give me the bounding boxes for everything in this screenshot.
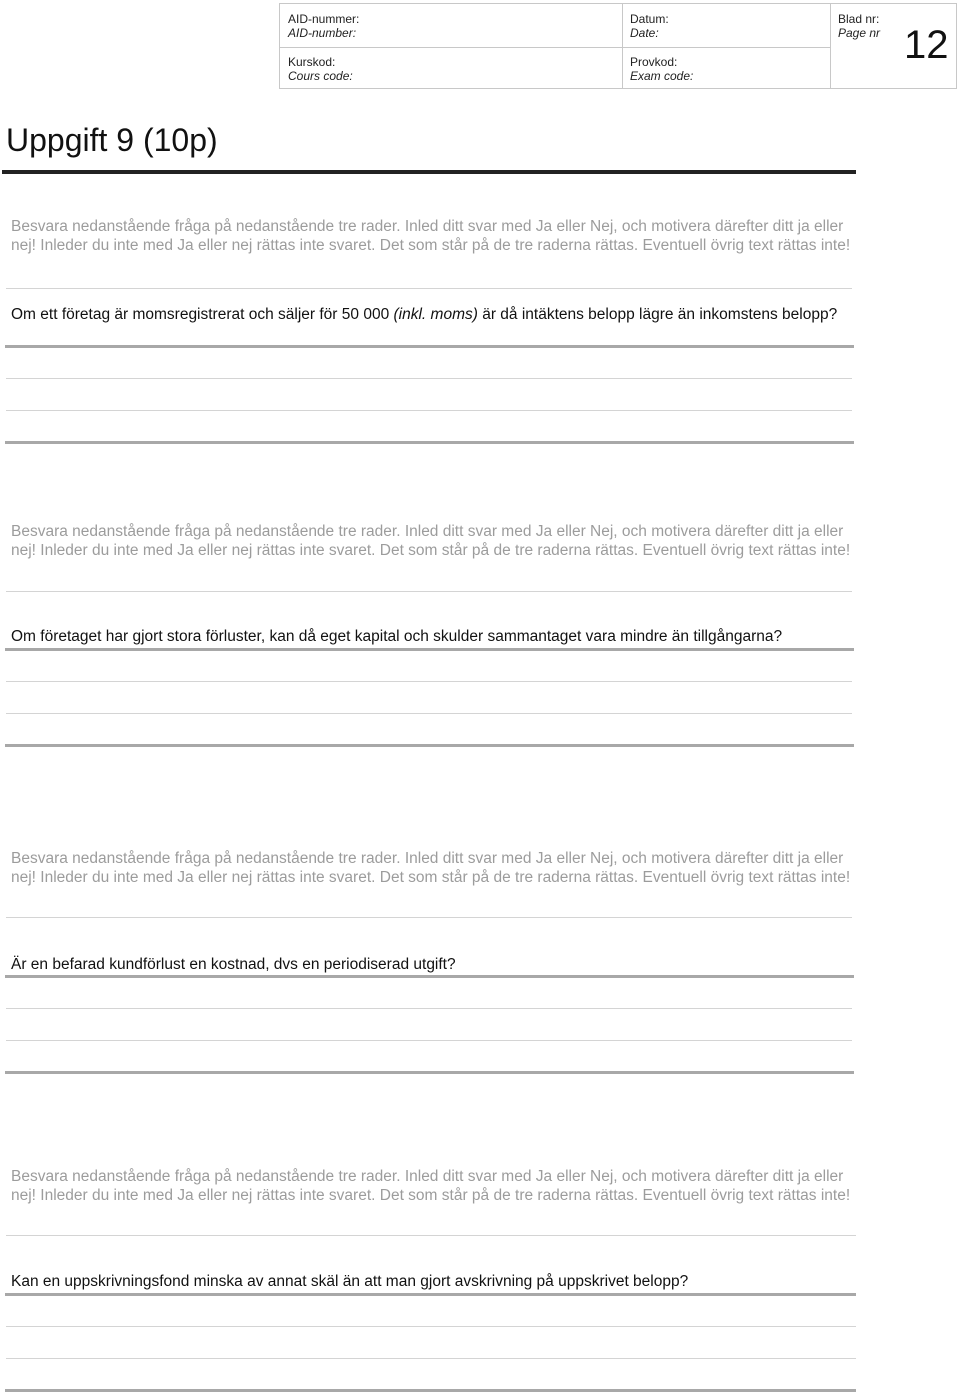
header-divider [830,4,831,88]
answer-line-2[interactable] [6,713,852,714]
answer-line-1[interactable] [6,681,852,682]
question-underline [5,1293,856,1296]
answer-line-2[interactable] [6,1040,852,1041]
instruction-text: Besvara nedanstående fråga på nedanstående tre rader. Inled ditt svar med Ja eller Nej, och motivera därefter ditt ja eller nej! Inleder du inte med Ja eller nej rättas inte svaret. Det som står på de tre raderna rättas. Eventuell övrig text rättas inte! [11,1168,851,1204]
divider-line [6,917,852,918]
divider-line [6,288,852,289]
divider-line [6,1235,856,1236]
exam-label: Provkod: [630,55,678,69]
question-2: Om företaget har gjort stora förluster, kan då eget kapital och skulder sammantaget vara mindre än tillgångarna? [11,628,783,645]
course-label-en: Cours code: [288,69,353,83]
page-label-en: Page nr [838,26,881,40]
exam-code-field[interactable] [630,55,693,83]
answer-line-2[interactable] [6,410,852,411]
question-underline [5,648,854,651]
answer-line-2[interactable] [6,1358,856,1359]
question-text: är då intäktens belopp lägre än inkomstens belopp? [477,306,838,323]
aid-label-en: AID-number: [288,26,357,40]
header-divider [622,47,830,48]
answer-line-3[interactable] [5,441,854,444]
question-text: Om ett företag är momsregistrerat och säljer för 50 000 [11,306,394,323]
question-1 [11,305,851,324]
aid-number-field[interactable] [288,12,359,40]
question-3: Är en befarad kundförlust en kostnad, dvs en periodiserad utgift? [11,956,456,973]
question-4: Kan en uppskrivningsfond minska av annat skäl än att man gjort avskrivning på uppskrivet belopp? [11,1273,689,1290]
title-rule [2,170,856,174]
instruction-text: Besvara nedanstående fråga på nedanstående tre rader. Inled ditt svar med Ja eller Nej, och motivera därefter ditt ja eller nej! Inleder du inte med Ja eller nej rättas inte svaret. Det som står på de tre raderna rättas. Eventuell övrig text rättas inte! [11,850,851,886]
aid-label: AID-nummer: [288,12,360,26]
header-divider [280,47,622,48]
course-label: Kurskod: [288,55,336,69]
course-code-field[interactable] [288,55,353,83]
answer-line-1[interactable] [6,1326,856,1327]
task-title: Uppgift 9 (10p) [6,122,218,158]
question-text-italic: (inkl. moms) [393,306,478,323]
date-field[interactable] [630,12,669,40]
exam-header-box [279,3,957,89]
answer-line-3[interactable] [5,744,854,747]
header-divider [622,4,623,88]
instruction-text: Besvara nedanstående fråga på nedanstående tre rader. Inled ditt svar med Ja eller Nej, och motivera därefter ditt ja eller nej! Inleder du inte med Ja eller nej rättas inte svaret. Det som står på de tre raderna rättas. Eventuell övrig text rättas inte! [11,523,851,559]
divider-line [6,591,852,592]
answer-line-3[interactable] [5,1071,854,1074]
answer-line-1[interactable] [6,1008,852,1009]
instruction-text: Besvara nedanstående fråga på nedanstående tre rader. Inled ditt svar med Ja eller Nej, och motivera därefter ditt ja eller nej! Inleder du inte med Ja eller nej rättas inte svaret. Det som står på de tre raderna rättas. Eventuell övrig text rättas inte! [11,218,851,254]
page-label: Blad nr: [838,12,880,26]
question-underline [5,345,854,348]
date-label: Datum: [630,12,669,26]
page-number-field [838,12,880,40]
question-underline [5,975,854,978]
date-label-en: Date: [630,26,659,40]
exam-label-en: Exam code: [630,69,694,83]
answer-line-3[interactable] [5,1389,856,1392]
page-number: 12 [904,23,949,67]
answer-line-1[interactable] [6,378,852,379]
